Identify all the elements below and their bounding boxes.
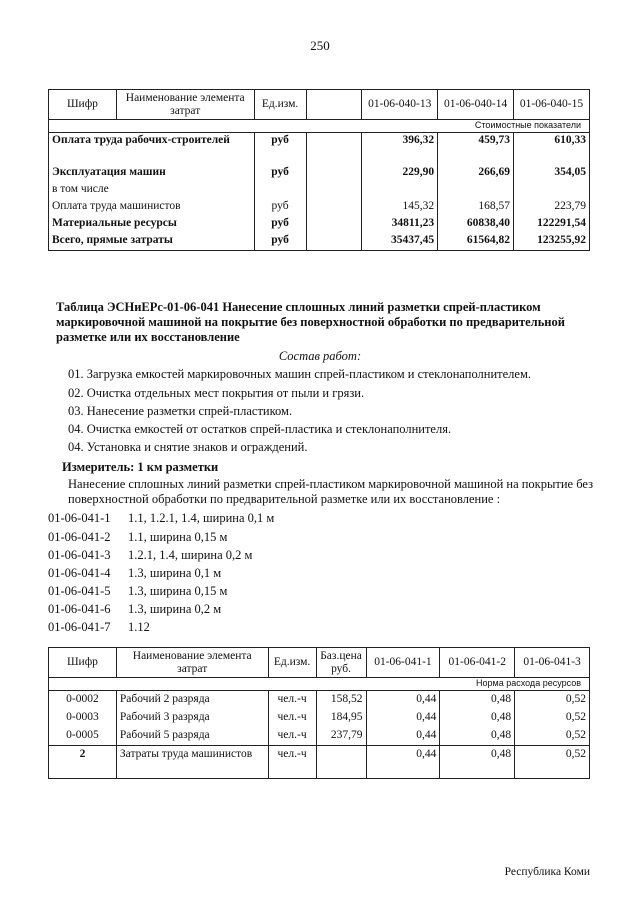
value-cell: 35437,45 bbox=[362, 233, 438, 251]
code-line bbox=[48, 548, 252, 563]
subheader: Стоимостные показатели bbox=[49, 120, 590, 133]
row-name: в том числе bbox=[49, 182, 255, 199]
header-cell: Ед.изм. bbox=[268, 648, 316, 678]
row-price: 158,52 bbox=[316, 691, 366, 710]
header-cell: 01-06-040-13 bbox=[362, 90, 438, 120]
value-cell: 0,48 bbox=[440, 727, 515, 746]
code-text: 1.3, ширина 0,1 м bbox=[128, 566, 222, 580]
code-line bbox=[48, 511, 274, 526]
table-row bbox=[49, 746, 590, 779]
row-name: Всего, прямые затраты bbox=[49, 233, 255, 251]
code-id: 01-06-041-4 bbox=[48, 566, 111, 580]
code-text: 1.3, ширина 0,2 м bbox=[128, 602, 222, 616]
code-id: 01-06-041-2 bbox=[48, 530, 111, 544]
table-row bbox=[49, 691, 590, 710]
row-unit: чел.-ч bbox=[268, 727, 316, 746]
work-item: 01. Загрузка емкостей маркировочных машин спрей-пластиком и стеклонаполнителем. bbox=[68, 367, 532, 381]
row-name: Эксплуатация машин bbox=[49, 165, 255, 182]
code-id: 01-06-041-7 bbox=[48, 620, 111, 634]
header-cell: Баз.цена руб. bbox=[316, 648, 366, 678]
value-cell: 354,05 bbox=[514, 165, 590, 182]
code-line bbox=[48, 530, 227, 545]
code-line bbox=[48, 620, 150, 635]
row-name: Рабочий 2 разряда bbox=[116, 691, 268, 710]
code-line bbox=[48, 602, 221, 617]
row-unit: чел.-ч bbox=[268, 709, 316, 727]
row-unit: чел.-ч bbox=[268, 691, 316, 710]
value-cell: 0,48 bbox=[440, 709, 515, 727]
value-cell: 168,57 bbox=[438, 199, 514, 216]
code-id: 01-06-041-5 bbox=[48, 584, 111, 598]
row-unit: руб bbox=[254, 165, 306, 182]
work-item: 04. Очистка емкостей от остатков спрей-пластика и стеклонаполнителя. bbox=[68, 422, 452, 436]
table-row bbox=[49, 216, 590, 233]
header-cell: Ед.изм. bbox=[254, 90, 306, 120]
code-text: 1.2.1, 1.4, ширина 0,2 м bbox=[128, 548, 253, 562]
value-cell: 122291,54 bbox=[514, 216, 590, 233]
table-row bbox=[49, 727, 590, 746]
table-row bbox=[49, 233, 590, 251]
header-cell bbox=[306, 90, 362, 120]
row-price bbox=[316, 746, 366, 779]
code-line bbox=[48, 566, 221, 581]
header-cell: 01-06-041-3 bbox=[515, 648, 590, 678]
row-unit: руб bbox=[254, 133, 306, 166]
code-text: 1.1, ширина 0,15 м bbox=[128, 530, 228, 544]
subheader: Норма расхода ресурсов bbox=[49, 678, 590, 691]
value-cell: 0,44 bbox=[366, 746, 440, 779]
row-unit: руб bbox=[254, 216, 306, 233]
header-cell: 01-06-040-14 bbox=[438, 90, 514, 120]
value-cell: 0,48 bbox=[440, 746, 515, 779]
table-title: Таблица ЭСНиЕРс-01-06-041 Нанесение сплошных линий разметки спрей-пластиком маркировочной машиной на покрытие без поверхностной обработки по предварительной разметке или их восстановление bbox=[56, 300, 565, 344]
table-row bbox=[49, 165, 590, 182]
header-cell: Наименование элемента затрат bbox=[116, 90, 254, 120]
value-cell: 0,52 bbox=[515, 727, 590, 746]
header-cell: 01-06-040-15 bbox=[514, 90, 590, 120]
header-cell: 01-06-041-2 bbox=[440, 648, 515, 678]
value-cell: 266,69 bbox=[438, 165, 514, 182]
value-cell: 0,44 bbox=[366, 727, 440, 746]
value-cell: 0,48 bbox=[440, 691, 515, 710]
row-price: 184,95 bbox=[316, 709, 366, 727]
row-name: Оплата труда машинистов bbox=[49, 199, 255, 216]
header-cell: 01-06-041-1 bbox=[366, 648, 440, 678]
row-unit: руб bbox=[254, 199, 306, 216]
row-code: 0-0002 bbox=[49, 691, 117, 710]
work-item: 04. Установка и снятие знаков и ограждений. bbox=[68, 440, 308, 454]
row-name: Оплата труда рабочих-строителей bbox=[52, 134, 230, 146]
value-cell: 223,79 bbox=[514, 199, 590, 216]
row-name: Рабочий 5 разряда bbox=[116, 727, 268, 746]
row-code: 0-0005 bbox=[49, 727, 117, 746]
code-line bbox=[48, 584, 227, 599]
code-id: 01-06-041-3 bbox=[48, 548, 111, 562]
value-cell: 0,52 bbox=[515, 691, 590, 710]
code-text: 1.12 bbox=[128, 620, 150, 634]
code-id: 01-06-041-6 bbox=[48, 602, 111, 616]
code-text: 1.1, 1.2.1, 1.4, ширина 0,1 м bbox=[128, 511, 275, 525]
value-cell: 0,44 bbox=[366, 709, 440, 727]
cost-table bbox=[48, 89, 590, 251]
row-code: 2 bbox=[49, 746, 117, 779]
value-cell: 459,73 bbox=[438, 133, 514, 166]
table-row bbox=[49, 182, 590, 199]
value-cell: 229,90 bbox=[362, 165, 438, 182]
row-price: 237,79 bbox=[316, 727, 366, 746]
value-cell: 34811,23 bbox=[362, 216, 438, 233]
value-cell: 610,33 bbox=[514, 133, 590, 166]
work-item: 02. Очистка отдельных мест покрытия от пыли и грязи. bbox=[68, 386, 365, 400]
header-cell: Шифр bbox=[49, 90, 117, 120]
page-number: 250 bbox=[310, 38, 330, 53]
value-cell: 0,52 bbox=[515, 709, 590, 727]
table-row bbox=[49, 199, 590, 216]
code-id: 01-06-041-1 bbox=[48, 511, 111, 525]
table-row bbox=[49, 709, 590, 727]
code-text: 1.3, ширина 0,15 м bbox=[128, 584, 228, 598]
row-name: Материальные ресурсы bbox=[49, 216, 255, 233]
row-unit: руб bbox=[254, 233, 306, 251]
row-name: Затраты труда машинистов bbox=[116, 746, 268, 779]
footer-region: Республика Коми bbox=[504, 866, 590, 878]
header-cell: Шифр bbox=[49, 648, 117, 678]
value-cell: 0,52 bbox=[515, 746, 590, 779]
work-item: 03. Нанесение разметки спрей-пластиком. bbox=[68, 404, 293, 418]
value-cell: 123255,92 bbox=[514, 233, 590, 251]
row-unit: чел.-ч bbox=[268, 746, 316, 779]
description: Нанесение сплошных линий разметки спрей-пластиком маркировочной машиной на покрытие без поверхностной обработки по предварительной разметке или их восстановление : bbox=[68, 477, 594, 506]
resource-table bbox=[48, 647, 590, 779]
value-cell: 0,44 bbox=[366, 691, 440, 710]
value-cell: 60838,40 bbox=[438, 216, 514, 233]
value-cell: 396,32 bbox=[362, 133, 438, 166]
value-cell: 145,32 bbox=[362, 199, 438, 216]
table-row bbox=[49, 133, 590, 166]
row-code: 0-0003 bbox=[49, 709, 117, 727]
row-name: Рабочий 3 разряда bbox=[116, 709, 268, 727]
sostav-heading: Состав работ: bbox=[278, 349, 362, 363]
value-cell: 61564,82 bbox=[438, 233, 514, 251]
izmeritel: Измеритель: 1 км разметки bbox=[62, 460, 219, 474]
header-cell: Наименование элемента затрат bbox=[116, 648, 268, 678]
